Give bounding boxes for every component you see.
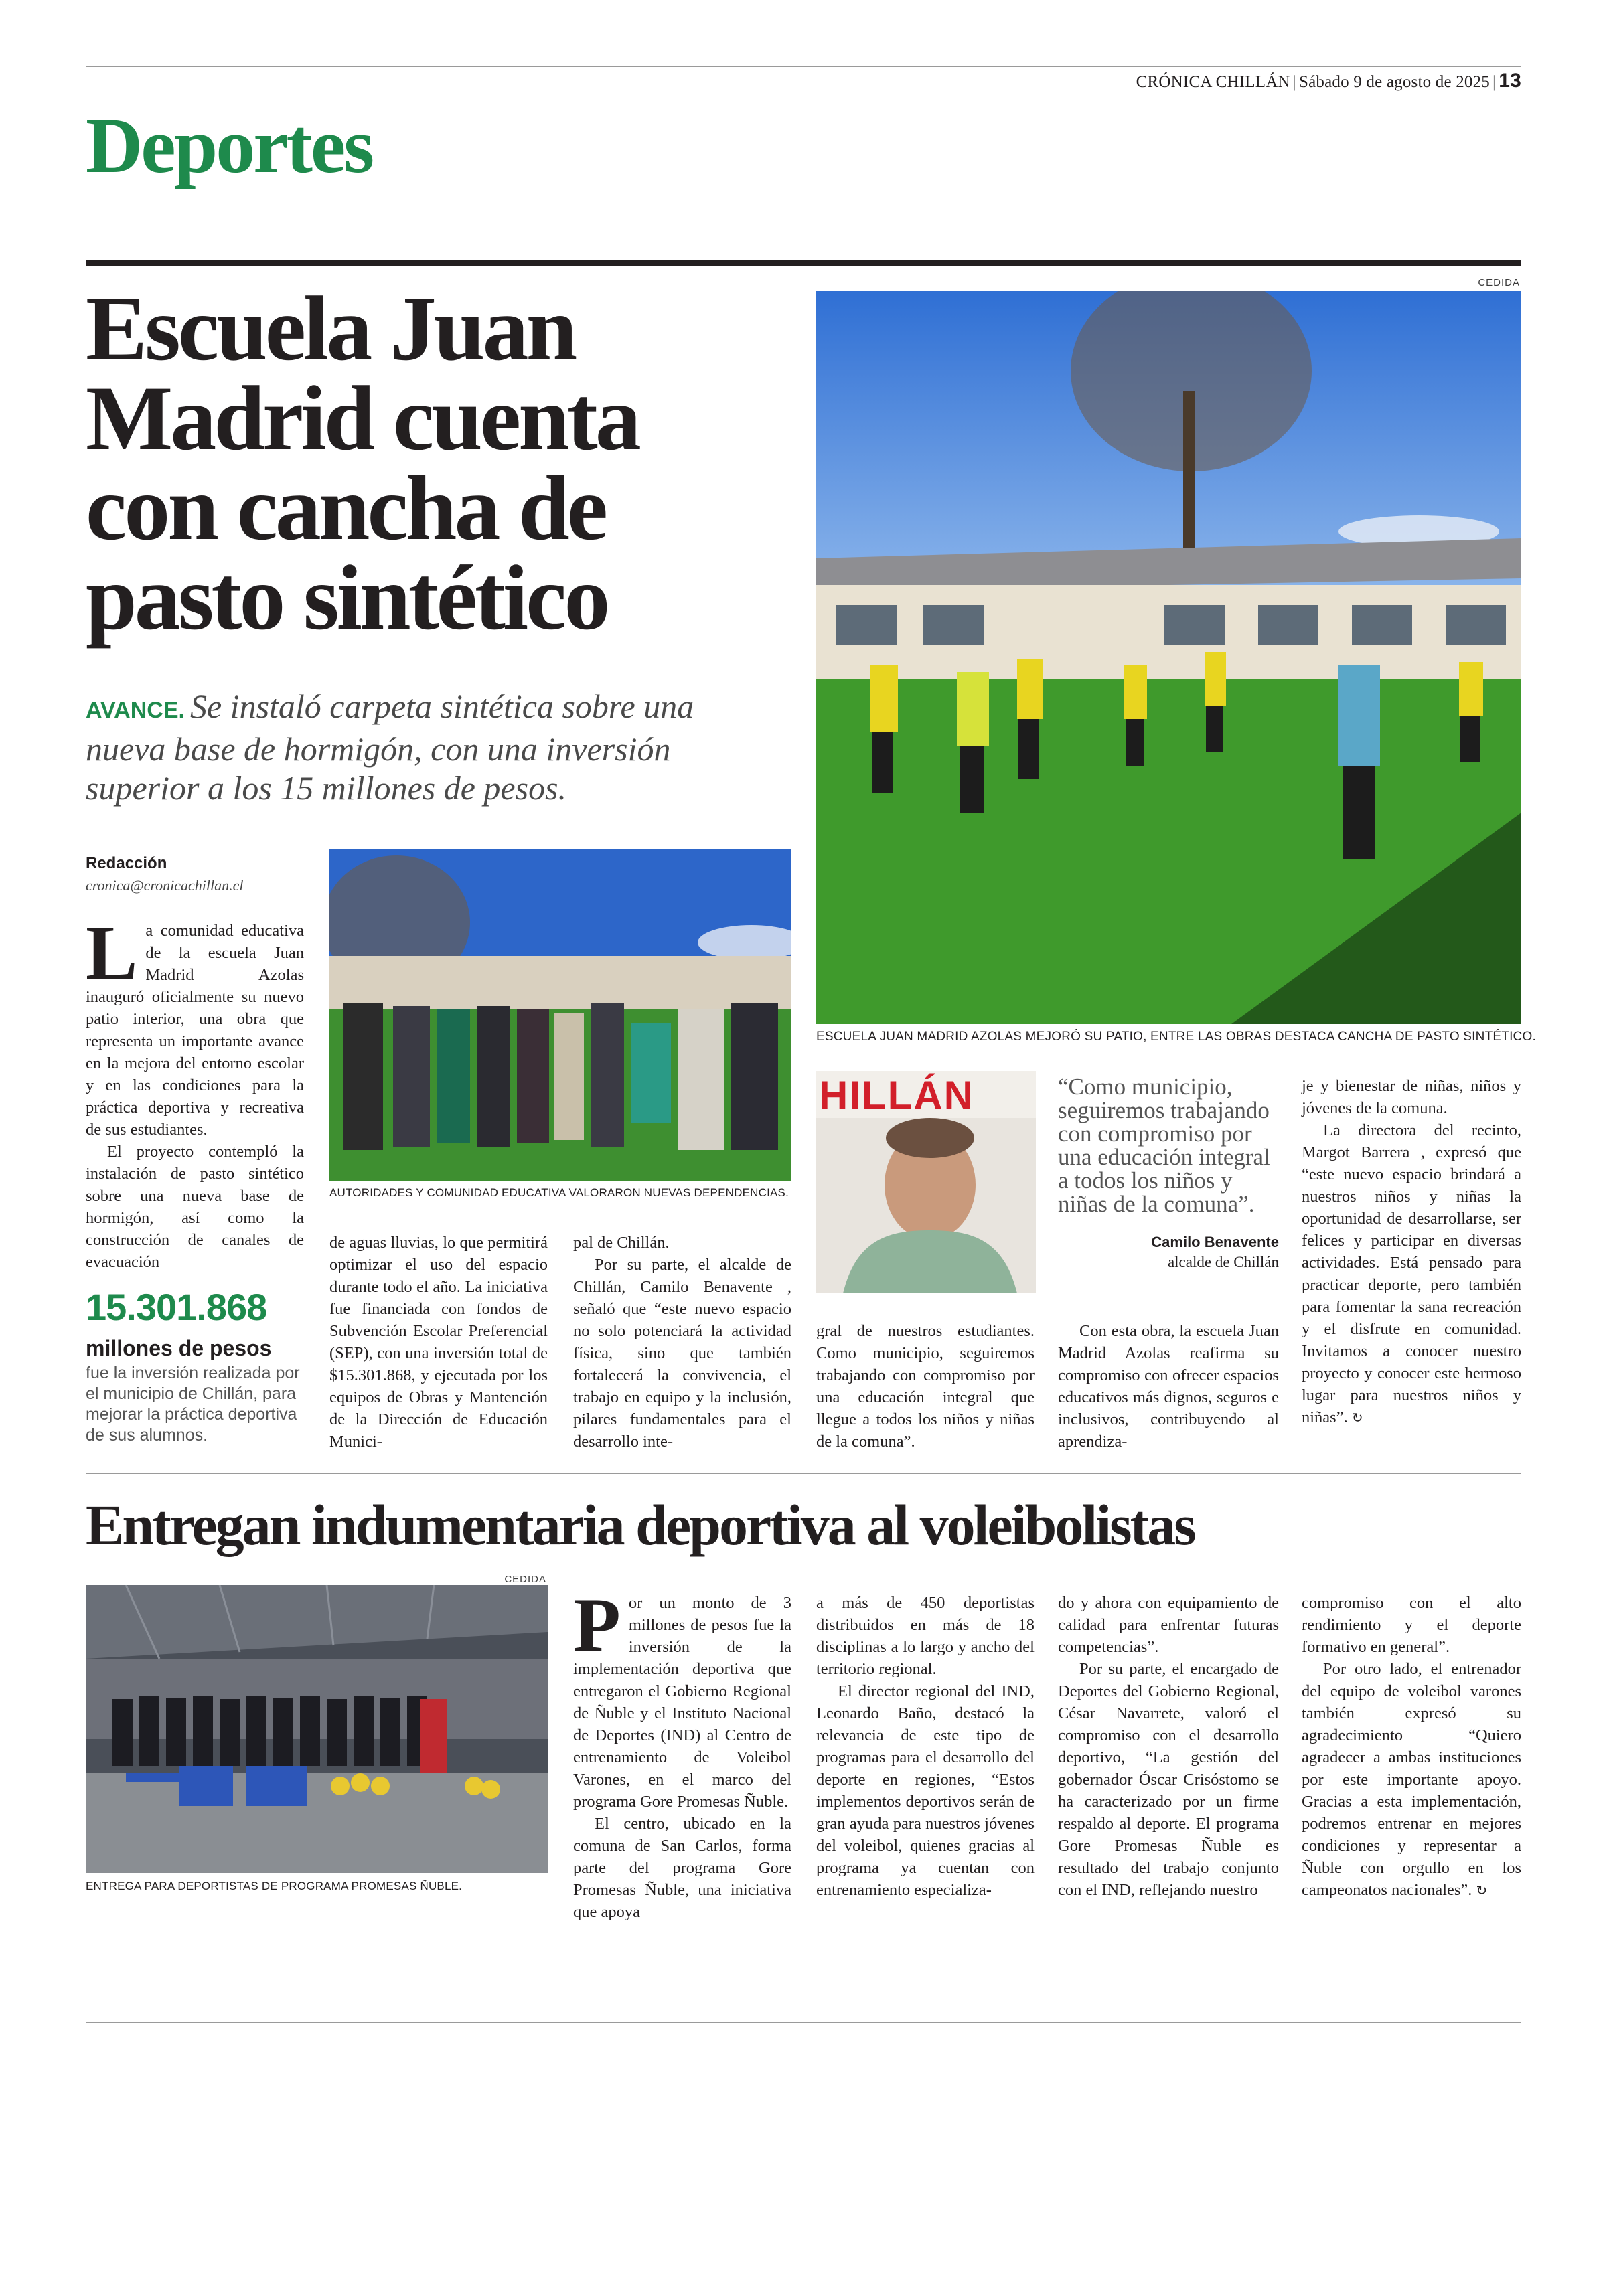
story2-photo xyxy=(86,1585,548,1873)
story1-body-col6 xyxy=(1302,1075,1521,1429)
byline-name: Redacción xyxy=(86,854,167,872)
body-text: a comunidad educativa de la escuela Juan Madrid Azolas inauguró oficialmente su nuevo patio interior, una obra que representa un importante avance en la mejora del entorno escolar y en las condiciones para la práctica deportiva y recreativa de sus estudiantes. xyxy=(86,922,304,1139)
headline-line: Madrid cuenta xyxy=(86,367,639,469)
story-divider xyxy=(86,1473,1521,1474)
folio-paper: CRÓNICA CHILLÁN xyxy=(1136,73,1290,91)
story2-photo-credit: CEDIDA xyxy=(504,1574,546,1585)
story1-headline xyxy=(86,277,795,649)
body-paragraph: a más de 450 deportistas distribuidos en más de 18 disciplinas a lo largo y ancho del territorio regional. xyxy=(816,1594,1035,1678)
body-paragraph: je y bienestar de niñas, niños y jóvenes de la comuna. xyxy=(1302,1077,1521,1117)
folio: CRÓNICA CHILLÁN | Sábado 9 de agosto de 2025 | 13 xyxy=(1136,70,1521,92)
stat-unit: millones de pesos xyxy=(86,1336,272,1360)
quote-author-role: alcalde de Chillán xyxy=(1167,1254,1279,1270)
bottom-rule xyxy=(86,2022,1521,2023)
pull-quote: “Como municipio, seguiremos trabajando con compromiso por una educación integral a todos los niños y niñas de la comuna”. xyxy=(1058,1074,1270,1217)
main-photo xyxy=(816,291,1521,1024)
headline-line: con cancha de xyxy=(86,457,605,559)
body-text: Por otro lado, el entrenador del equipo de voleibol varones también expresó su agradecimiento “Quiero agradecer a ambas instituciones por este importante apoyo. Gracias a esta implementación, podremos entrenar en mejores condiciones y representar a Ñuble con orgullo en los campeonatos nacionales”. xyxy=(1302,1660,1521,1899)
deck-text: Se instaló carpeta sintética sobre una nueva base de hormigón, con una inversión superior a los 15 millones de pesos. xyxy=(86,687,694,807)
group-photo-caption: AUTORIDADES Y COMUNIDAD EDUCATIVA VALORARON NUEVAS DEPENDENCIAS. xyxy=(329,1186,789,1199)
story1-body-col2 xyxy=(329,1232,548,1453)
end-mark-icon: ↻ xyxy=(1351,1410,1363,1426)
story1-body-col3 xyxy=(573,1232,791,1453)
story2-headline: Entregan indumentaria deportiva al voleibolistas xyxy=(86,1493,1195,1557)
top-rule xyxy=(86,66,1521,67)
main-photo-credit: CEDIDA xyxy=(1478,277,1520,289)
story2-body-col4 xyxy=(1302,1592,1521,1902)
story1-body-col1 xyxy=(86,910,304,1273)
body-paragraph: do y ahora con equipamiento de calidad para enfrentar futuras competencias”. xyxy=(1058,1594,1279,1656)
end-mark-icon: ↻ xyxy=(1476,1882,1488,1898)
quote-author-name: Camilo Benavente xyxy=(1151,1234,1279,1250)
body-paragraph: Con esta obra, la escuela Juan Madrid Azolas reafirma su compromiso con ofrecer espacios educativos más dignos, seguros e inclusivos, contribuyendo al aprendiza- xyxy=(1058,1322,1279,1451)
deck-kicker: AVANCE. xyxy=(86,698,185,723)
story2-body-col1 xyxy=(573,1582,791,1923)
story1-body-col4 xyxy=(816,1320,1035,1453)
story2-photo-caption: ENTREGA PARA DEPORTISTAS DE PROGRAMA PROMESAS ÑUBLE. xyxy=(86,1880,463,1892)
body-text: or un monto de 3 millones de pesos fue la inversión de la implementación deportiva que entregaron el Gobierno Regional de Ñuble y el Instituto Nacional de Deportes (IND) al Centro de entrenamiento de Voleibol Varones, en el marco del programa Gore Promesas Ñuble. xyxy=(573,1594,791,1811)
body-paragraph: El proyecto contempló la instalación de pasto sintético sobre una nueva base de hormigón, así como la construcción de canales de evacuación xyxy=(86,1143,304,1271)
headline-line: pasto sintético xyxy=(86,546,608,649)
folio-page-number: 13 xyxy=(1499,70,1521,92)
portrait-sign: HILLÁN xyxy=(819,1073,974,1118)
story2-body-col3 xyxy=(1058,1592,1279,1901)
group-photo xyxy=(329,849,791,1181)
dropcap: L xyxy=(86,910,138,996)
body-paragraph: compromiso con el alto rendimiento y el deporte formativo en general”. xyxy=(1302,1594,1521,1656)
headline-rule xyxy=(86,260,1521,266)
section-title: Deportes xyxy=(86,102,373,189)
body-paragraph: gral de nuestros estudiantes. Como municipio, seguiremos trabajando con compromiso por una educación integral que llegue a todos los niños y niñas de la comuna”. xyxy=(816,1322,1035,1451)
stat-number: 15.301.868 xyxy=(86,1286,267,1328)
story1-body-col5 xyxy=(1058,1320,1279,1453)
stat-description: fue la inversión realizada por el municipio de Chillán, para mejorar la práctica deportiva de sus alumnos. xyxy=(86,1364,300,1445)
body-paragraph: El centro, ubicado en la comuna de San Carlos, forma parte del programa Gore Promesas Ñuble, una iniciativa que apoya xyxy=(573,1815,791,1921)
body-paragraph: Por su parte, el encargado de Deportes del Gobierno Regional, César Navarrete, valoró el compromiso con el desarrollo deportivo, “La gestión del gobernador Óscar Crisóstomo se ha caracterizado por un firme respaldo al deporte. El programa Gore Promesas Ñuble es resultado del trabajo conjunto con el IND, reflejando nuestro xyxy=(1058,1660,1279,1899)
body-paragraph: de aguas lluvias, lo que permitirá optimizar el uso del espacio durante todo el año. La iniciativa fue financiada con fondos de Subvención Escolar Preferencial (SEP), con una inversión total de $15.301.868, y ejecutada por los equipos de Obras y Mantención de la Dirección de Educación Munici- xyxy=(329,1234,548,1451)
story1-deck xyxy=(86,687,782,807)
folio-date: Sábado 9 de agosto de 2025 xyxy=(1298,73,1490,91)
headline-line: Escuela Juan xyxy=(86,277,575,380)
portrait-photo xyxy=(816,1071,1036,1293)
byline-email: cronica@cronicachillan.cl xyxy=(86,877,244,894)
body-text: La directora del recinto, Margot Barrera , expresó que “este nuevo espacio brindará a nuestros niños y niñas la oportunidad de desarrollarse, ser felices y participar en diversas actividades. Está pensado para practicar deporte, pero también para fomentar la sana recreación y el disfrute en comunidad. Invitamos a conocer nuestro proyecto y conocer este hermoso lugar para nuestros niños y niñas”. xyxy=(1302,1121,1521,1426)
body-paragraph: Por su parte, el alcalde de Chillán, Camilo Benavente , señaló que “este nuevo espacio no solo potenciará la actividad física, sino que también fortalecerá la convivencia, el trabajo en equipo y la inclusión, pilares fundamentales para el desarrollo inte- xyxy=(573,1256,791,1451)
body-paragraph: pal de Chillán. xyxy=(573,1234,670,1252)
dropcap: P xyxy=(573,1582,621,1668)
story2-body-col2 xyxy=(816,1592,1035,1901)
main-photo-caption: ESCUELA JUAN MADRID AZOLAS MEJORÓ SU PATIO, ENTRE LAS OBRAS DESTACA CANCHA DE PASTO SINTÉTICO. xyxy=(816,1030,1536,1044)
body-paragraph: El director regional del IND, Leonardo Baño, destacó la relevancia de este tipo de programas para el desarrollo del deporte en regiones, “Estos implementos deportivos serán de gran ayuda para nuestros jóvenes del voleibol, quienes gracias al programa ya cuentan con entrenamiento especializa- xyxy=(816,1682,1035,1899)
